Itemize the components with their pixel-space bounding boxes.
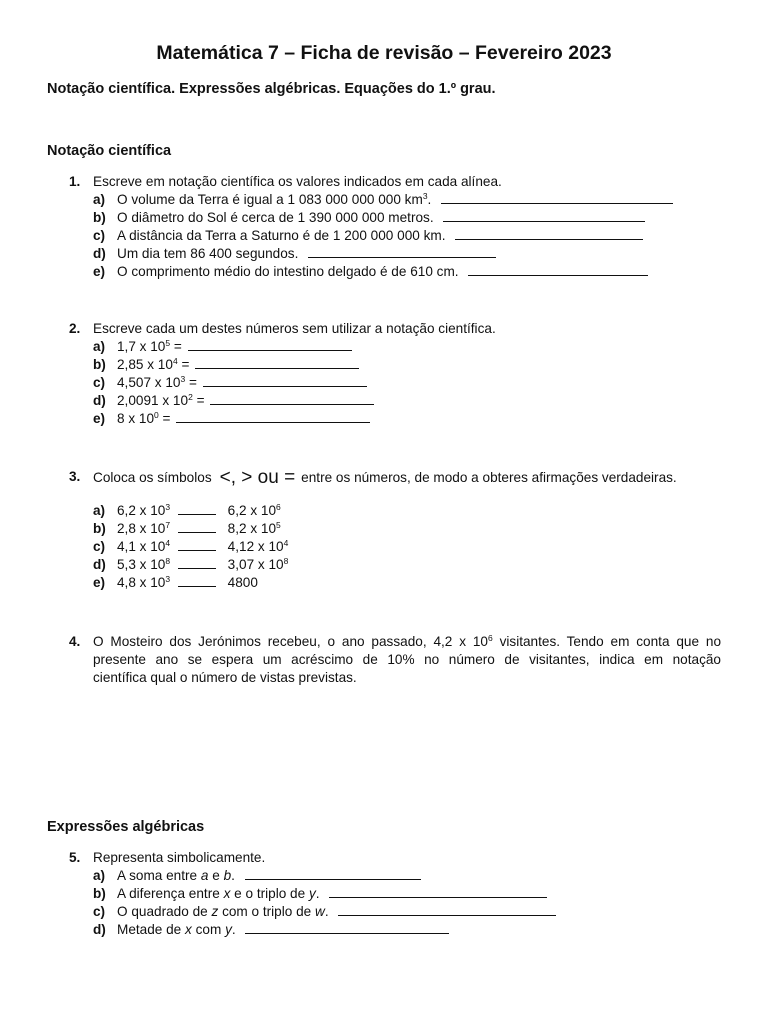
item-text: e xyxy=(212,868,220,883)
exponent: 6 xyxy=(276,502,281,512)
item-text: Metade de xyxy=(117,922,182,937)
symbol-blank[interactable] xyxy=(178,556,216,569)
page-title: Matemática 7 – Ficha de revisão – Fevereiro 2023 xyxy=(156,42,612,64)
equals-sign: = xyxy=(196,393,205,408)
item-text: . xyxy=(315,886,320,901)
question-2-item-d xyxy=(0,392,768,410)
exponent: 4 xyxy=(172,356,178,366)
item-label: d) xyxy=(93,246,106,261)
number-base: 4,507 x 10 xyxy=(117,375,181,390)
item-label: a) xyxy=(93,868,106,883)
answer-blank[interactable] xyxy=(338,903,556,916)
item-text: Um dia tem 86 400 segundos. xyxy=(117,246,299,261)
item-text-end: . xyxy=(427,192,432,207)
question-text: Coloca os símbolos xyxy=(93,470,212,485)
item-text: com xyxy=(195,922,222,937)
exponent: 4 xyxy=(165,538,171,548)
equals-sign: = xyxy=(189,375,197,390)
right-number: 4,12 x 10 xyxy=(227,539,284,554)
item-text: . xyxy=(231,868,235,883)
item-label: a) xyxy=(93,192,106,207)
question-text-end: entre os números, de modo a obteres afirmações verdadeiras. xyxy=(301,470,677,485)
question-3-item-e xyxy=(0,574,768,592)
right-number: 4800 xyxy=(227,575,258,590)
answer-blank[interactable] xyxy=(245,921,449,934)
question-1 xyxy=(0,173,768,281)
answer-blank[interactable] xyxy=(176,410,370,423)
question-2-item-c xyxy=(0,374,768,392)
equals-sign: = xyxy=(162,411,171,426)
right-number: 6,2 x 10 xyxy=(227,503,277,518)
variable: x xyxy=(223,886,231,901)
answer-blank[interactable] xyxy=(443,209,645,222)
question-text-line1: O Mosteiro dos Jerónimos recebeu, o ano passado, 4,2 x 10 xyxy=(93,634,488,649)
question-text-line1-end: visitantes. Tendo em conta que no xyxy=(499,634,722,649)
item-text: A diferença entre xyxy=(117,886,220,901)
question-1-item-e xyxy=(0,263,768,281)
right-number: 8,2 x 10 xyxy=(227,521,277,536)
symbol-blank[interactable] xyxy=(178,574,216,587)
question-number: 4. xyxy=(69,634,81,649)
variable: z xyxy=(211,904,219,919)
item-label: d) xyxy=(93,922,106,937)
answer-blank[interactable] xyxy=(195,356,359,369)
question-number: 3. xyxy=(69,469,81,484)
page-subtitle: Notação científica. Expressões algébricas. Equações do 1.º grau. xyxy=(47,81,496,97)
item-text: O quadrado de xyxy=(117,904,208,919)
question-text: Escreve em notação científica os valores indicados em cada alínea. xyxy=(93,174,502,189)
symbol-blank[interactable] xyxy=(178,538,216,551)
item-label: c) xyxy=(93,375,106,390)
number-base: 8 x 10 xyxy=(117,411,155,426)
question-text xyxy=(93,633,721,687)
question-number: 2. xyxy=(69,321,81,336)
item-label: c) xyxy=(93,904,106,919)
answer-blank[interactable] xyxy=(468,263,648,276)
exponent: 5 xyxy=(165,338,171,348)
left-number: 5,3 x 10 xyxy=(117,557,166,572)
question-3-item-b xyxy=(0,520,768,538)
question-2-item-a xyxy=(0,338,768,356)
answer-blank[interactable] xyxy=(245,867,421,880)
item-text: . xyxy=(324,904,329,919)
exponent: 3 xyxy=(165,502,171,512)
question-5-item-c xyxy=(0,903,768,921)
variable: x xyxy=(185,922,192,937)
number-base: 2,85 x 10 xyxy=(117,357,173,372)
question-5 xyxy=(0,849,768,939)
question-number: 5. xyxy=(69,850,81,865)
answer-blank[interactable] xyxy=(308,245,496,258)
question-2-item-e xyxy=(0,410,768,428)
left-number: 2,8 x 10 xyxy=(117,521,166,536)
left-number: 6,2 x 10 xyxy=(117,503,166,518)
answer-blank[interactable] xyxy=(203,374,367,387)
question-text: Escreve cada um destes números sem utilizar a notação científica. xyxy=(93,321,496,336)
section-title-notacao: Notação científica xyxy=(47,143,172,159)
question-3 xyxy=(0,466,768,592)
question-2-item-b xyxy=(0,356,768,374)
question-text-line2: presente ano se espera um acréscimo de 10% no número de visitantes, indica em notação xyxy=(93,652,721,667)
item-label: a) xyxy=(93,503,106,518)
exponent: 4 xyxy=(283,538,289,548)
question-number: 1. xyxy=(69,174,81,189)
item-text: O volume da Terra é igual a 1 083 000 000 000 km xyxy=(117,192,423,207)
answer-blank[interactable] xyxy=(188,338,352,351)
number-base: 2,0091 x 10 xyxy=(117,393,189,408)
item-text: O diâmetro do Sol é cerca de 1 390 000 000 metros. xyxy=(117,210,434,225)
item-text: . xyxy=(231,922,236,937)
question-text-line3: científica qual o número de vistas previstas. xyxy=(93,670,357,685)
question-1-item-a xyxy=(0,191,768,209)
question-5-item-d xyxy=(0,921,768,939)
question-4 xyxy=(0,633,768,693)
question-3-item-a xyxy=(0,502,768,520)
item-text: O comprimento médio do intestino delgado é de 610 cm. xyxy=(117,264,459,279)
variable: a xyxy=(200,868,209,883)
number-base: 1,7 x 10 xyxy=(117,339,166,354)
item-label: b) xyxy=(93,521,106,536)
item-text: A distância da Terra a Saturno é de 1 200 000 000 km. xyxy=(117,228,446,243)
variable: y xyxy=(308,886,316,901)
question-1-item-c xyxy=(0,227,768,245)
variable: y xyxy=(225,922,232,937)
section-title-expressoes: Expressões algébricas xyxy=(47,819,205,835)
symbol-blank[interactable] xyxy=(178,502,216,515)
symbol-blank[interactable] xyxy=(178,520,216,533)
exponent: 0 xyxy=(154,410,159,420)
item-label: e) xyxy=(93,411,106,426)
right-number: 3,07 x 10 xyxy=(227,557,284,572)
item-label: c) xyxy=(93,228,106,243)
exponent: 8 xyxy=(165,556,171,566)
equals-sign: = xyxy=(173,339,182,354)
item-label: b) xyxy=(93,886,106,901)
answer-blank[interactable] xyxy=(329,885,547,898)
item-label: b) xyxy=(93,210,106,225)
exponent: 2 xyxy=(188,392,193,402)
item-text: A soma entre xyxy=(117,868,198,883)
comparison-symbols: <, > ou = xyxy=(219,467,296,488)
item-text: com o triplo de xyxy=(222,904,312,919)
question-2 xyxy=(0,320,768,428)
item-label: b) xyxy=(93,357,106,372)
question-1-item-d xyxy=(0,245,768,263)
exponent: 6 xyxy=(487,633,493,643)
exponent: 3 xyxy=(165,574,171,584)
exponent: 5 xyxy=(276,520,281,530)
exponent: 7 xyxy=(165,520,171,530)
question-5-item-a xyxy=(0,867,768,885)
variable: b xyxy=(223,868,232,883)
left-number: 4,8 x 10 xyxy=(117,575,166,590)
item-label: c) xyxy=(93,539,106,554)
item-label: e) xyxy=(93,264,106,279)
question-3-item-d xyxy=(0,556,768,574)
exponent: 3 xyxy=(180,374,186,384)
item-label: d) xyxy=(93,557,106,572)
variable: w xyxy=(315,904,325,919)
equals-sign: = xyxy=(181,357,190,372)
question-text: Representa simbolicamente. xyxy=(93,850,266,865)
answer-blank[interactable] xyxy=(455,227,643,240)
left-number: 4,1 x 10 xyxy=(117,539,166,554)
answer-blank[interactable] xyxy=(210,392,374,405)
answer-blank[interactable] xyxy=(441,191,673,204)
exponent: 3 xyxy=(422,191,428,201)
question-5-item-b xyxy=(0,885,768,903)
item-text: e o triplo de xyxy=(234,886,306,901)
question-3-item-c xyxy=(0,538,768,556)
item-label: d) xyxy=(93,393,106,408)
exponent: 8 xyxy=(283,556,289,566)
item-label: e) xyxy=(93,575,106,590)
question-1-item-b xyxy=(0,209,768,227)
item-label: a) xyxy=(93,339,106,354)
